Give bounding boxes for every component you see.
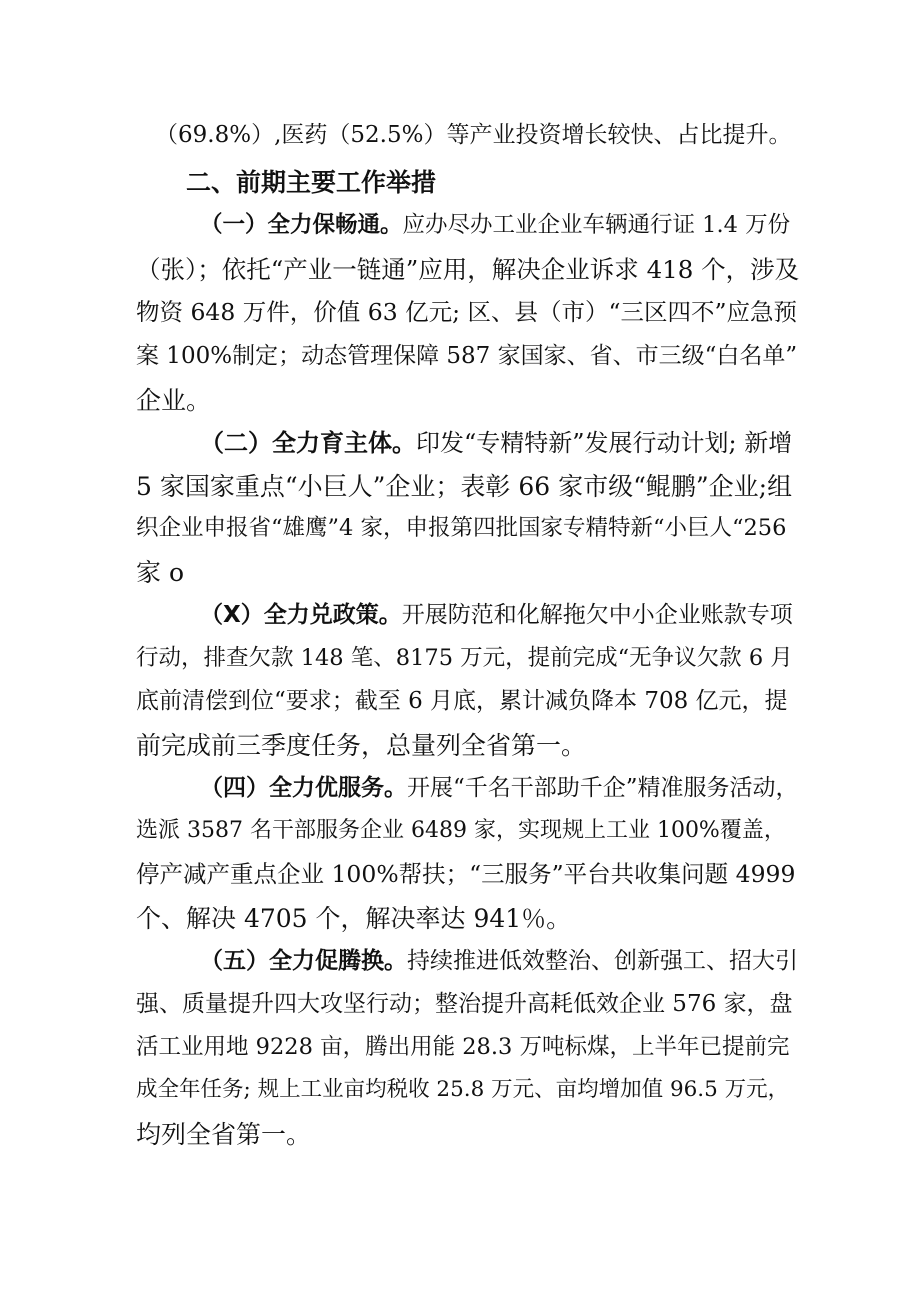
item-5-line-3: 活工业用地 9228 亩，腾出用能 28.3 万吨标煤，上半年已提前完	[136, 1034, 790, 1060]
item-5-title: （五）全力促腾换。	[200, 948, 407, 974]
item-5-line-5: 均列全省第一。	[136, 1120, 312, 1149]
item-4-line-4: 个、解决 4705 个，解决率达 941％。	[136, 904, 572, 933]
item-3-line-1: 开展防范和化解拖欠中小企业账款专项	[401, 602, 793, 628]
item-4-line-3: 停产减产重点企业 100%帮扶；“三服务”平台共收集问题 4999	[136, 860, 796, 888]
item-5-line-1: 持续推进低效整治、创新强工、招大引	[407, 948, 798, 974]
item-3-line-4: 前完成前三季度任务，总量列全省第一。	[136, 731, 587, 760]
item-2-title: （二）全力育主体。	[200, 429, 416, 457]
paragraph-item-4-first-line	[200, 777, 799, 800]
item-1-line-3: 物资 648 万件，价值 63 亿元; 区、县（市）“三区四不”应急预	[136, 298, 798, 326]
intro-line: （69.8%）,医药（52.5%）等产业投资增长较快、占比提升。	[155, 122, 792, 148]
item-3-title: （X）全力兑政策。	[200, 602, 402, 628]
item-1-line-1: 应办尽办工业企业车辆通行证 1.4 万份	[402, 212, 791, 238]
paragraph-item-1-first-line	[200, 214, 790, 237]
item-5-line-2: 强、质量提升四大攻坚行动；整治提升高耗低效企业 576 家，盘	[136, 991, 793, 1017]
item-4-title: （四）全力优服务。	[200, 775, 407, 801]
item-2-line-2: 5 家国家重点“小巨人”企业；表彰 66 家市级“鲲鹏”企业;组	[136, 472, 793, 501]
item-1-line-4: 案 100%制定；动态管理保障 587 家国家、省、市三级“白名单”	[136, 343, 798, 369]
item-1-line-2: （张）；依托“产业一链通”应用，解决企业诉求 418 个，涉及	[136, 255, 800, 284]
section-heading: 二、前期主要工作举措	[186, 168, 437, 197]
item-2-line-4: 家 o	[136, 558, 184, 587]
item-4-line-1: 开展“千名干部助千企”精准服务活动，	[407, 775, 799, 801]
paragraph-item-3-first-line	[200, 604, 793, 627]
paragraph-item-5-first-line	[200, 950, 798, 973]
item-3-line-2: 行动，排查欠款 148 笔、8175 万元，提前完成“无争议欠款 6 月	[136, 645, 793, 671]
paragraph-item-2-first-line	[200, 431, 792, 455]
item-4-line-2: 选派 3587 名干部服务企业 6489 家，实现规上工业 100%覆盖，	[136, 818, 786, 843]
item-1-line-5: 企业。	[136, 386, 212, 415]
item-2-line-1: 印发“专精特新”发展行动计划; 新增	[416, 429, 793, 457]
item-5-line-4: 成全年任务; 规上工业亩均税收 25.8 万元、亩均增加值 96.5 万元，	[136, 1077, 790, 1102]
item-1-title: （一）全力保畅通。	[200, 212, 403, 238]
item-2-line-3: 织企业申报省“雄鹰”4 家，申报第四批国家专精特新“小巨人“256	[136, 515, 787, 541]
item-3-line-3: 底前清偿到位“要求；截至 6 月底，累计减负降本 708 亿元，提	[136, 688, 788, 714]
